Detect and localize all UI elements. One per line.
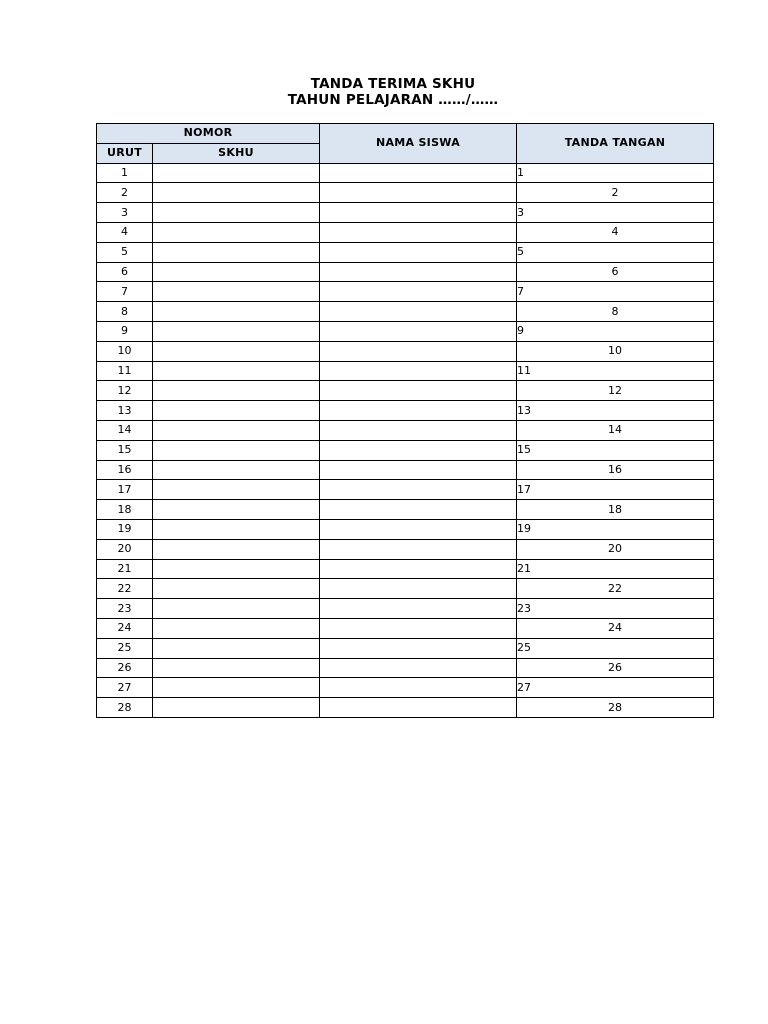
cell-urut: 16 <box>97 460 153 480</box>
cell-urut: 15 <box>97 440 153 460</box>
cell-skhu <box>153 401 320 421</box>
cell-skhu <box>153 302 320 322</box>
cell-skhu <box>153 440 320 460</box>
cell-skhu <box>153 638 320 658</box>
cell-urut: 21 <box>97 559 153 579</box>
cell-nama-siswa <box>320 539 517 559</box>
cell-nama-siswa <box>320 262 517 282</box>
table-row <box>97 480 714 500</box>
cell-urut: 3 <box>97 203 153 223</box>
document-title-block <box>0 76 768 108</box>
cell-skhu <box>153 539 320 559</box>
cell-nama-siswa <box>320 163 517 183</box>
cell-skhu <box>153 579 320 599</box>
table-row <box>97 203 714 223</box>
cell-nama-siswa <box>320 361 517 381</box>
cell-urut: 20 <box>97 539 153 559</box>
cell-tanda-tangan: 25 <box>517 638 714 658</box>
header-tanda-tangan: TANDA TANGAN <box>517 124 714 164</box>
table-row <box>97 262 714 282</box>
cell-nama-siswa <box>320 341 517 361</box>
cell-tanda-tangan: 11 <box>517 361 714 381</box>
cell-skhu <box>153 698 320 718</box>
cell-skhu <box>153 321 320 341</box>
cell-nama-siswa <box>320 638 517 658</box>
table-header <box>97 124 714 164</box>
cell-tanda-tangan: 12 <box>517 381 714 401</box>
cell-nama-siswa <box>320 698 517 718</box>
document-subtitle: TAHUN PELAJARAN ……/…… <box>287 92 499 108</box>
cell-tanda-tangan: 6 <box>517 262 714 282</box>
table-row <box>97 539 714 559</box>
table-row <box>97 302 714 322</box>
cell-urut: 27 <box>97 678 153 698</box>
cell-tanda-tangan: 14 <box>517 420 714 440</box>
cell-nama-siswa <box>320 222 517 242</box>
cell-urut: 4 <box>97 222 153 242</box>
cell-skhu <box>153 183 320 203</box>
cell-skhu <box>153 559 320 579</box>
cell-tanda-tangan: 26 <box>517 658 714 678</box>
cell-tanda-tangan: 18 <box>517 500 714 520</box>
header-urut: URUT <box>97 143 153 163</box>
cell-skhu <box>153 203 320 223</box>
cell-tanda-tangan: 15 <box>517 440 714 460</box>
cell-skhu <box>153 262 320 282</box>
cell-tanda-tangan: 19 <box>517 519 714 539</box>
cell-nama-siswa <box>320 401 517 421</box>
cell-tanda-tangan: 1 <box>517 163 714 183</box>
cell-urut: 9 <box>97 321 153 341</box>
cell-nama-siswa <box>320 203 517 223</box>
table-row <box>97 401 714 421</box>
cell-tanda-tangan: 28 <box>517 698 714 718</box>
cell-tanda-tangan: 20 <box>517 539 714 559</box>
table-row <box>97 420 714 440</box>
cell-urut: 17 <box>97 480 153 500</box>
cell-nama-siswa <box>320 480 517 500</box>
cell-skhu <box>153 420 320 440</box>
cell-urut: 1 <box>97 163 153 183</box>
cell-skhu <box>153 599 320 619</box>
cell-urut: 2 <box>97 183 153 203</box>
table-row <box>97 440 714 460</box>
cell-skhu <box>153 480 320 500</box>
cell-nama-siswa <box>320 559 517 579</box>
cell-tanda-tangan: 21 <box>517 559 714 579</box>
cell-urut: 6 <box>97 262 153 282</box>
cell-urut: 13 <box>97 401 153 421</box>
cell-skhu <box>153 678 320 698</box>
cell-skhu <box>153 519 320 539</box>
header-skhu: SKHU <box>153 143 320 163</box>
cell-urut: 8 <box>97 302 153 322</box>
cell-urut: 22 <box>97 579 153 599</box>
header-nomor: NOMOR <box>97 124 320 144</box>
table-row <box>97 222 714 242</box>
cell-nama-siswa <box>320 579 517 599</box>
cell-urut: 26 <box>97 658 153 678</box>
header-nama-siswa: NAMA SISWA <box>320 124 517 164</box>
cell-nama-siswa <box>320 242 517 262</box>
cell-skhu <box>153 658 320 678</box>
cell-tanda-tangan: 2 <box>517 183 714 203</box>
cell-tanda-tangan: 13 <box>517 401 714 421</box>
cell-nama-siswa <box>320 460 517 480</box>
table-row <box>97 381 714 401</box>
cell-skhu <box>153 500 320 520</box>
cell-skhu <box>153 460 320 480</box>
table-row <box>97 321 714 341</box>
table-row <box>97 658 714 678</box>
cell-urut: 28 <box>97 698 153 718</box>
cell-nama-siswa <box>320 282 517 302</box>
cell-skhu <box>153 341 320 361</box>
cell-nama-siswa <box>320 658 517 678</box>
table-row <box>97 183 714 203</box>
table-row <box>97 341 714 361</box>
cell-tanda-tangan: 16 <box>517 460 714 480</box>
cell-urut: 19 <box>97 519 153 539</box>
cell-tanda-tangan: 24 <box>517 618 714 638</box>
table-row <box>97 618 714 638</box>
cell-skhu <box>153 242 320 262</box>
cell-nama-siswa <box>320 599 517 619</box>
cell-skhu <box>153 282 320 302</box>
cell-tanda-tangan: 5 <box>517 242 714 262</box>
cell-skhu <box>153 618 320 638</box>
cell-nama-siswa <box>320 321 517 341</box>
cell-nama-siswa <box>320 440 517 460</box>
cell-nama-siswa <box>320 678 517 698</box>
cell-urut: 18 <box>97 500 153 520</box>
table-row <box>97 500 714 520</box>
table-row <box>97 163 714 183</box>
cell-urut: 12 <box>97 381 153 401</box>
table-row <box>97 698 714 718</box>
table-row <box>97 579 714 599</box>
cell-tanda-tangan: 23 <box>517 599 714 619</box>
cell-nama-siswa <box>320 381 517 401</box>
cell-urut: 5 <box>97 242 153 262</box>
cell-tanda-tangan: 3 <box>517 203 714 223</box>
table-row <box>97 361 714 381</box>
cell-tanda-tangan: 27 <box>517 678 714 698</box>
cell-nama-siswa <box>320 183 517 203</box>
cell-tanda-tangan: 8 <box>517 302 714 322</box>
cell-urut: 11 <box>97 361 153 381</box>
table-row <box>97 638 714 658</box>
cell-nama-siswa <box>320 519 517 539</box>
cell-urut: 14 <box>97 420 153 440</box>
table-row <box>97 678 714 698</box>
cell-nama-siswa <box>320 420 517 440</box>
cell-nama-siswa <box>320 500 517 520</box>
receipt-table <box>96 123 714 718</box>
cell-tanda-tangan: 22 <box>517 579 714 599</box>
cell-urut: 23 <box>97 599 153 619</box>
cell-skhu <box>153 163 320 183</box>
cell-tanda-tangan: 4 <box>517 222 714 242</box>
table-row <box>97 519 714 539</box>
cell-skhu <box>153 381 320 401</box>
cell-tanda-tangan: 9 <box>517 321 714 341</box>
document-title: TANDA TERIMA SKHU <box>310 76 476 92</box>
cell-skhu <box>153 222 320 242</box>
cell-tanda-tangan: 10 <box>517 341 714 361</box>
table-body <box>97 163 714 717</box>
table-row <box>97 599 714 619</box>
table-row <box>97 559 714 579</box>
cell-urut: 10 <box>97 341 153 361</box>
table-row <box>97 242 714 262</box>
cell-urut: 7 <box>97 282 153 302</box>
cell-tanda-tangan: 17 <box>517 480 714 500</box>
cell-nama-siswa <box>320 618 517 638</box>
cell-urut: 25 <box>97 638 153 658</box>
table-row <box>97 460 714 480</box>
cell-skhu <box>153 361 320 381</box>
cell-nama-siswa <box>320 302 517 322</box>
table-row <box>97 282 714 302</box>
cell-urut: 24 <box>97 618 153 638</box>
cell-tanda-tangan: 7 <box>517 282 714 302</box>
